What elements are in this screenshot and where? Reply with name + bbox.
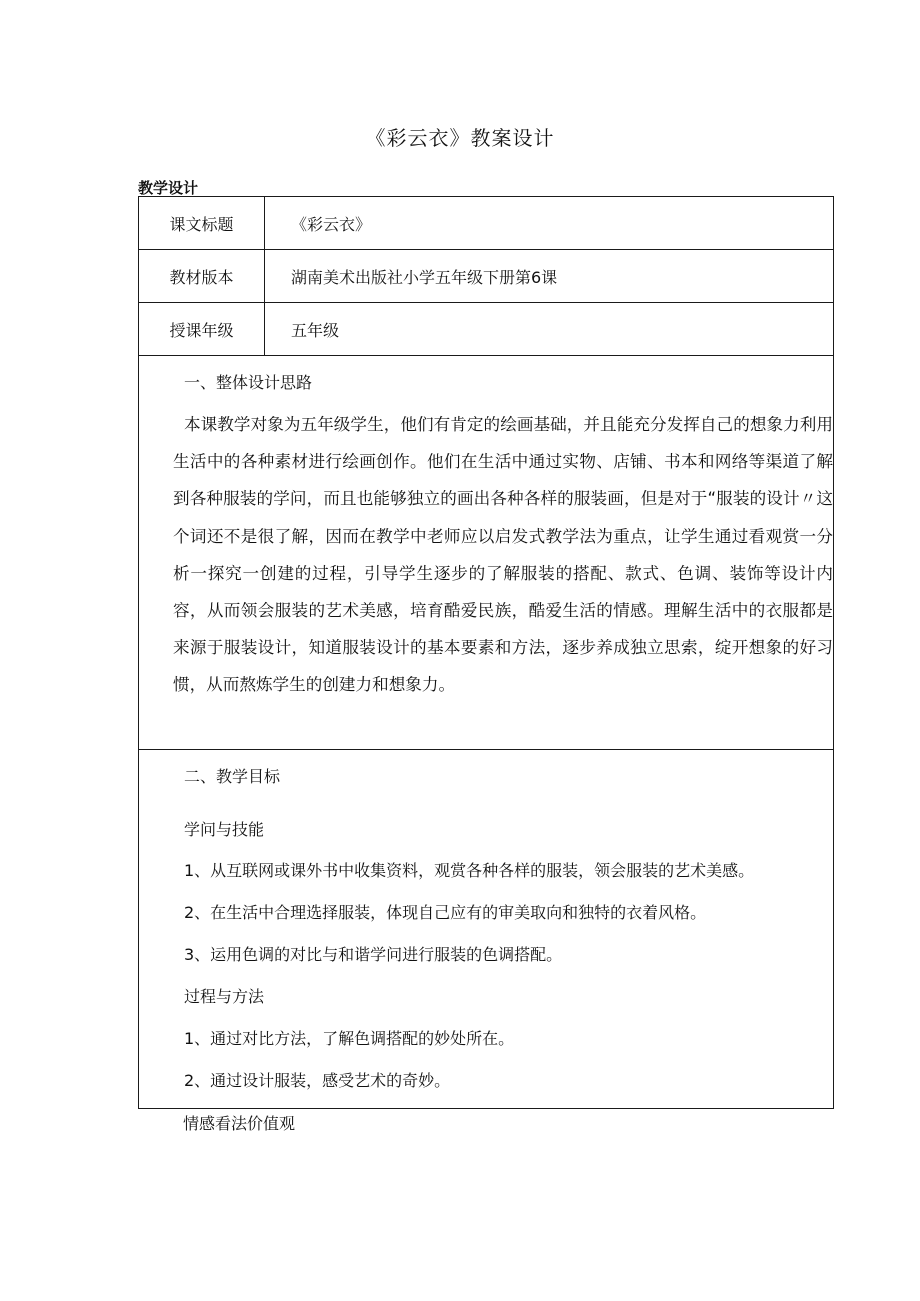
goals-heading: 二、教学目标: [184, 767, 281, 786]
design-idea-cell: [139, 356, 833, 750]
row-value: 湖南美术出版社小学五年级下册第6课: [291, 267, 558, 287]
design-paragraph: 本课教学对象为五年级学生，他们有肯定的绘画基础，并且能充分发挥自己的想象力利用生活中的各种素材进行绘画创作。他们在生活中通过实物、店铺、书本和网络等渠道了解到各种服装的学问，而且也能够独立的画出各种各样的服装画，但是对于“服装的设计〃这个词还不是很了解，因而在教学中老师应以启发式教学法为重点，让学生通过看观赏一分析一探究一创建的过程，引导学生逐步的了解服装的搭配、款式、色调、装饰等设计内容，从而领会服装的艺术美感，培育酷爱民族，酷爱生活的情感。理解生活中的衣服都是来源于服装设计，知道服装设计的基本要素和方法，逐步养成独立思索，绽开想象的好习惯，从而熬炼学生的创建力和想象力。: [173, 415, 833, 695]
lesson-table: [138, 196, 834, 1109]
row-label: 授课年级: [139, 303, 265, 355]
design-heading: 一、整体设计思路: [184, 373, 313, 392]
process-item: 1、通过对比方法，了解色调搭配的妙处所在。: [184, 1029, 515, 1048]
row-label: 课文标题: [139, 197, 265, 249]
knowledge-item: 2、在生活中合理选择服装，体现自己应有的审美取向和独特的衣着风格。: [184, 903, 707, 922]
table-row-edition: [139, 250, 833, 303]
knowledge-item: 3、运用色调的对比与和谐学问进行服装的色调搭配。: [184, 945, 563, 964]
attitude-heading: 情感看法价值观: [183, 1114, 296, 1133]
knowledge-item: 1、从互联网或课外书中收集资料，观赏各种各样的服装，领会服装的艺术美感。: [184, 861, 755, 880]
row-value: 五年级: [291, 320, 340, 340]
table-row-grade: [139, 303, 833, 356]
knowledge-heading: 学问与技能: [184, 820, 265, 839]
document-title: 《彩云衣》教案设计: [365, 126, 555, 150]
row-label: 教材版本: [139, 250, 265, 302]
process-heading: 过程与方法: [184, 987, 265, 1006]
table-row-title: [139, 197, 833, 250]
teaching-goals-cell: [139, 750, 833, 1108]
row-value: 《彩云衣》: [291, 214, 372, 234]
section-label: 教学设计: [138, 179, 199, 197]
process-item: 2、通过设计服装，感受艺术的奇妙。: [184, 1071, 451, 1090]
